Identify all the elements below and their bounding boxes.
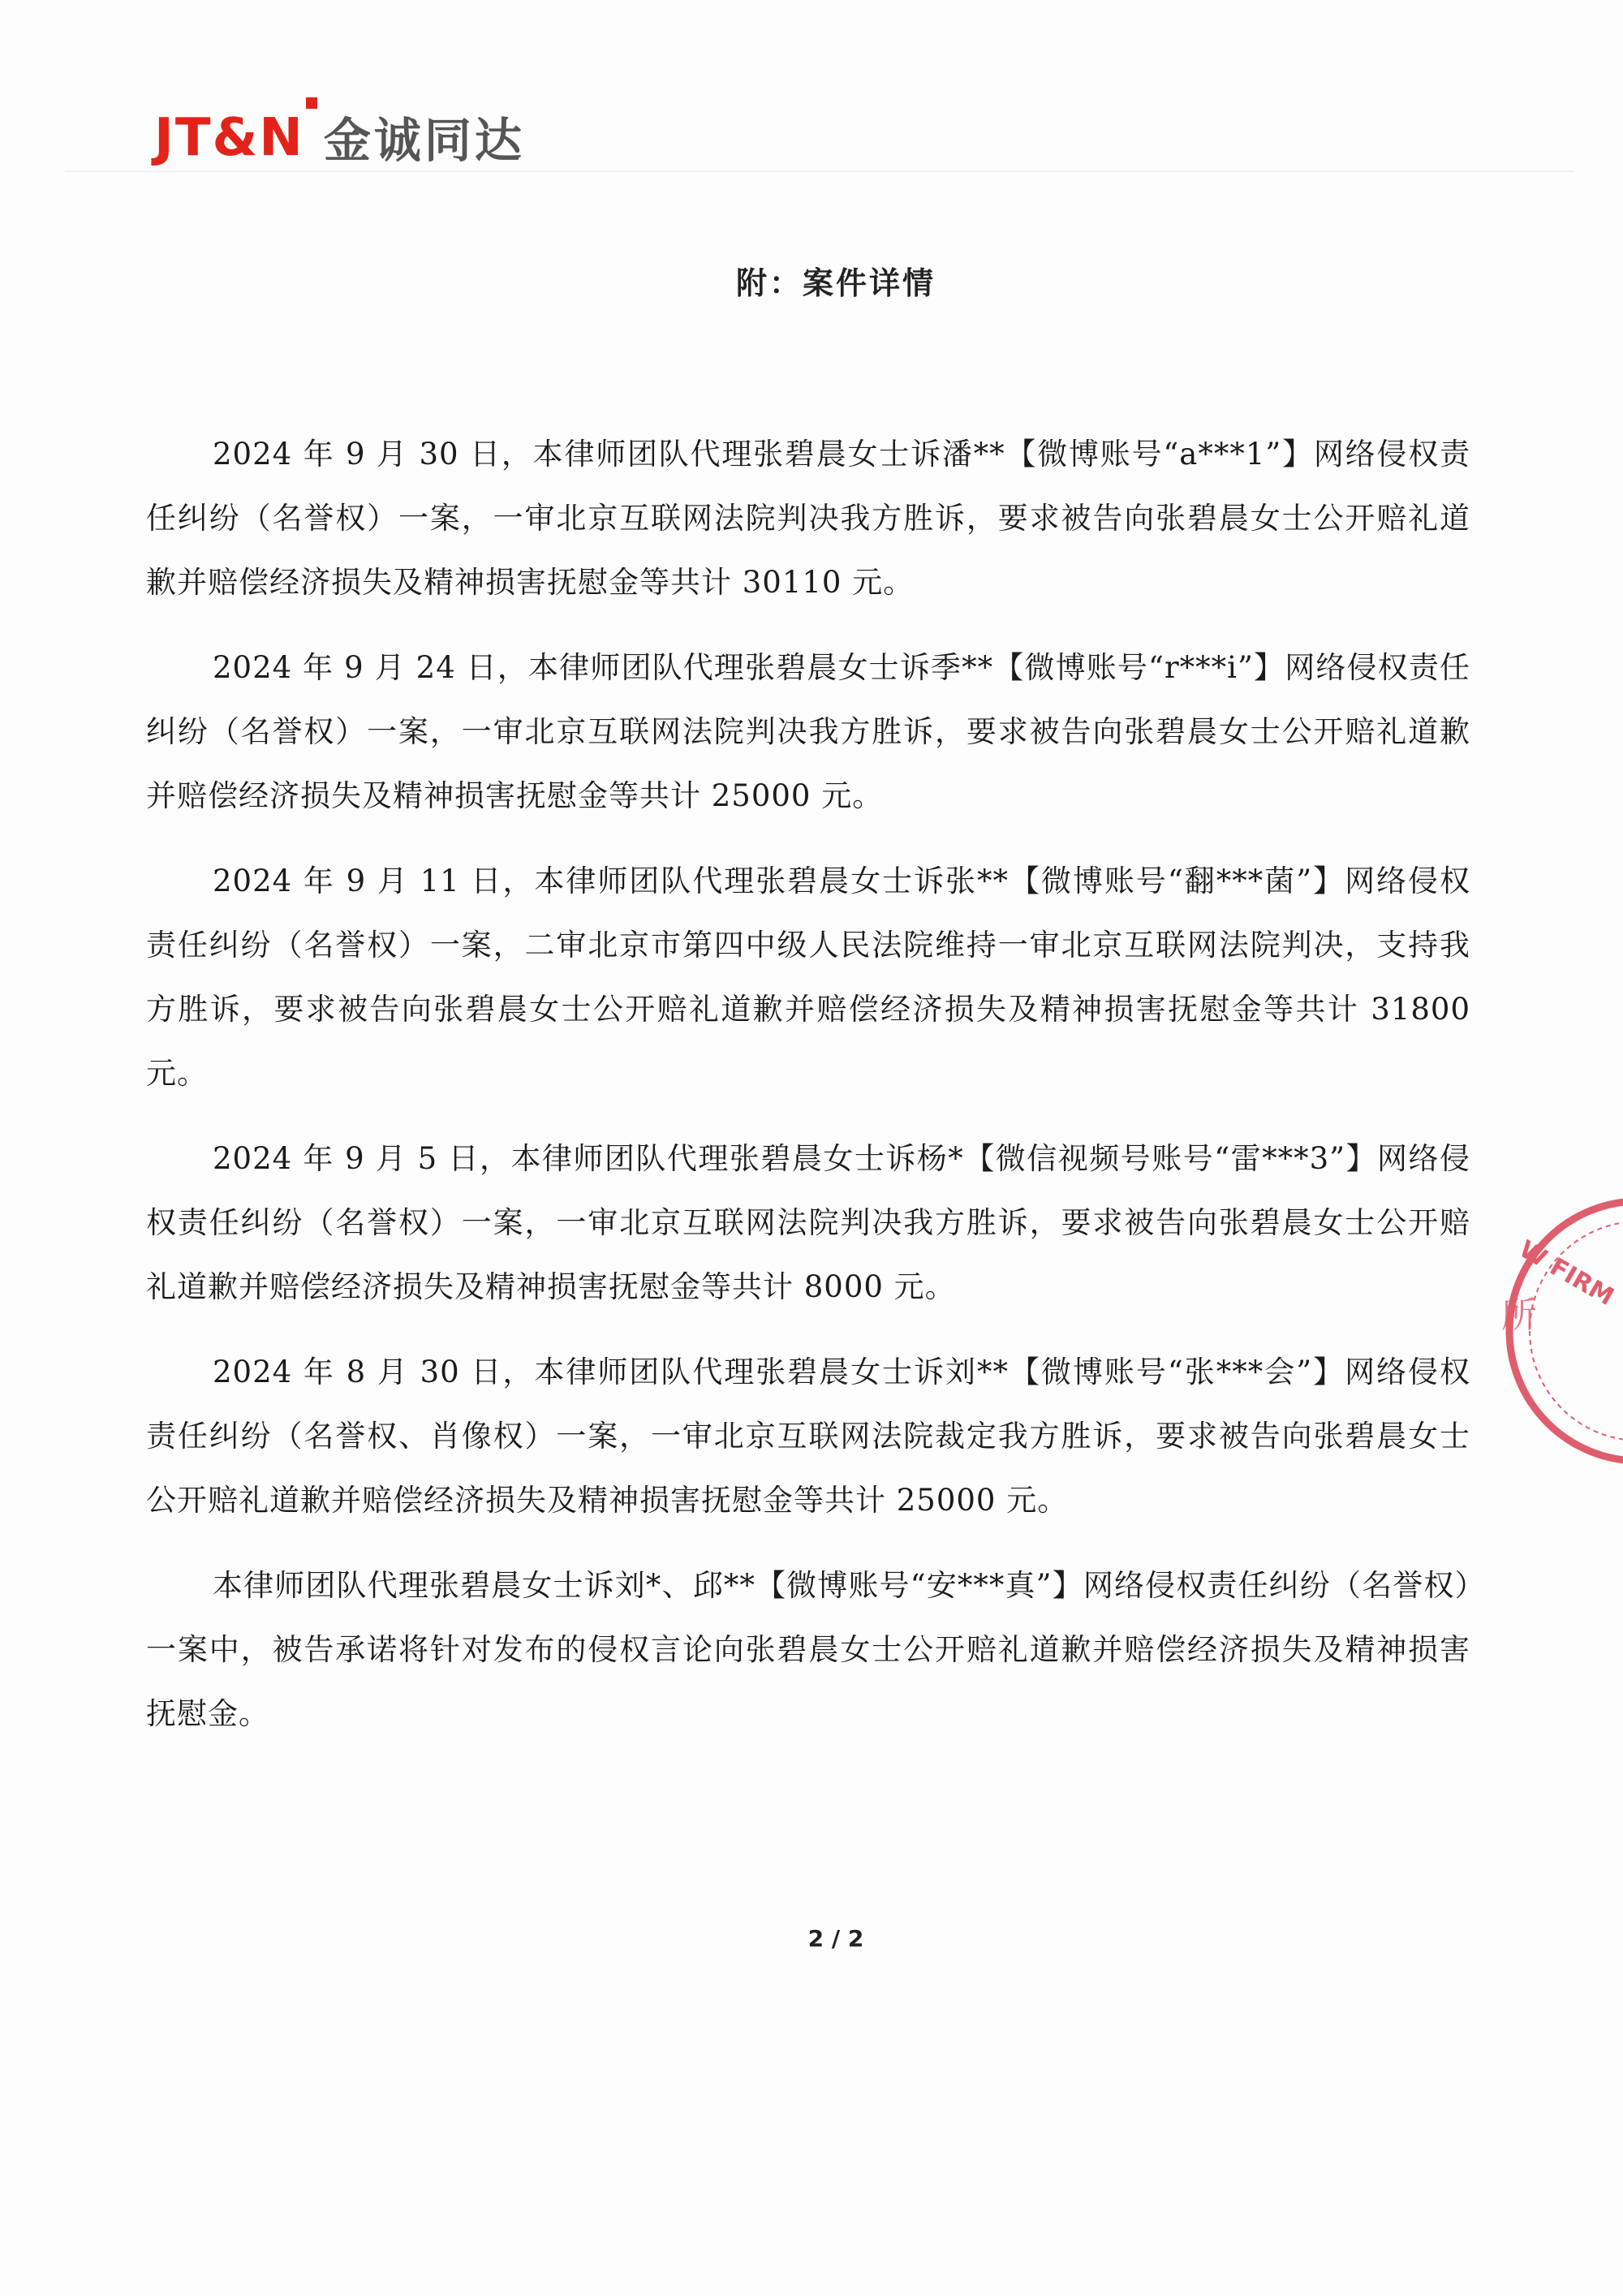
case-paragraph-6: 本律师团队代理张碧晨女士诉刘*、邱**【微博账号“安***真”】网络侵权责任纠纷（名誉权）一案中，被告承诺将针对发布的侵权言论向张碧晨女士公开赔礼道歉并赔偿经济损失及精神损害抚慰金。 [146, 1568, 1470, 1731]
case-paragraph-5: 2024 年 8 月 30 日，本律师团队代理张碧晨女士诉刘**【微博账号“张***会”】网络侵权责任纠纷（名誉权、肖像权）一案，一审北京互联网法院裁定我方胜诉，要求被告向张碧晨女士公开赔礼道歉并赔偿经济损失及精神损害抚慰金等共计 25000 元。 [146, 1355, 1470, 1518]
svg-text:W FIRM: W FIRM [1514, 1234, 1619, 1312]
logo-square-mark [306, 97, 317, 109]
case-paragraph-1: 2024 年 9 月 30 日，本律师团队代理张碧晨女士诉潘**【微博账号“a***1”】网络侵权责任纠纷（名誉权）一案，一审北京互联网法院判决我方胜诉，要求被告向张碧晨女士公开赔礼道歉并赔偿经济损失及精神损害抚慰金等共计 30110 元。 [146, 437, 1470, 600]
document-title: 附：案件详情 [735, 265, 936, 301]
seal-icon [1453, 1177, 1623, 1485]
svg-text:所: 所 [1501, 1294, 1537, 1336]
logo-latin-text: JT&N [154, 108, 304, 168]
firm-seal-stamp [1453, 1177, 1623, 1485]
firm-logo [154, 91, 525, 168]
case-paragraph-4: 2024 年 9 月 5 日，本律师团队代理张碧晨女士诉杨*【微信视频号账号“雷***3”】网络侵权责任纠纷（名誉权）一案，一审北京互联网法院判决我方胜诉，要求被告向张碧晨女士公开赔礼道歉并赔偿经济损失及精神损害抚慰金等共计 8000 元。 [146, 1141, 1470, 1304]
case-paragraph-2: 2024 年 9 月 24 日，本律师团队代理张碧晨女士诉季**【微博账号“r***i”】网络侵权责任纠纷（名誉权）一案，一审北京互联网法院判决我方胜诉，要求被告向张碧晨女士公开赔礼道歉并赔偿经济损失及精神损害抚慰金等共计 25000 元。 [146, 650, 1470, 813]
document-body [146, 422, 1470, 1767]
logo-chinese-text: 金诚同达 [323, 113, 525, 168]
header-divider [65, 170, 1574, 172]
page-number: 2 / 2 [807, 1925, 864, 1952]
case-paragraph-3: 2024 年 9 月 11 日，本律师团队代理张碧晨女士诉张**【微博账号“翻***菌”】网络侵权责任纠纷（名誉权）一案，二审北京市第四中级人民法院维持一审北京互联网法院判决，支持我方胜诉，要求被告向张碧晨女士公开赔礼道歉并赔偿经济损失及精神损害抚慰金等共计 31800 元。 [146, 864, 1470, 1091]
